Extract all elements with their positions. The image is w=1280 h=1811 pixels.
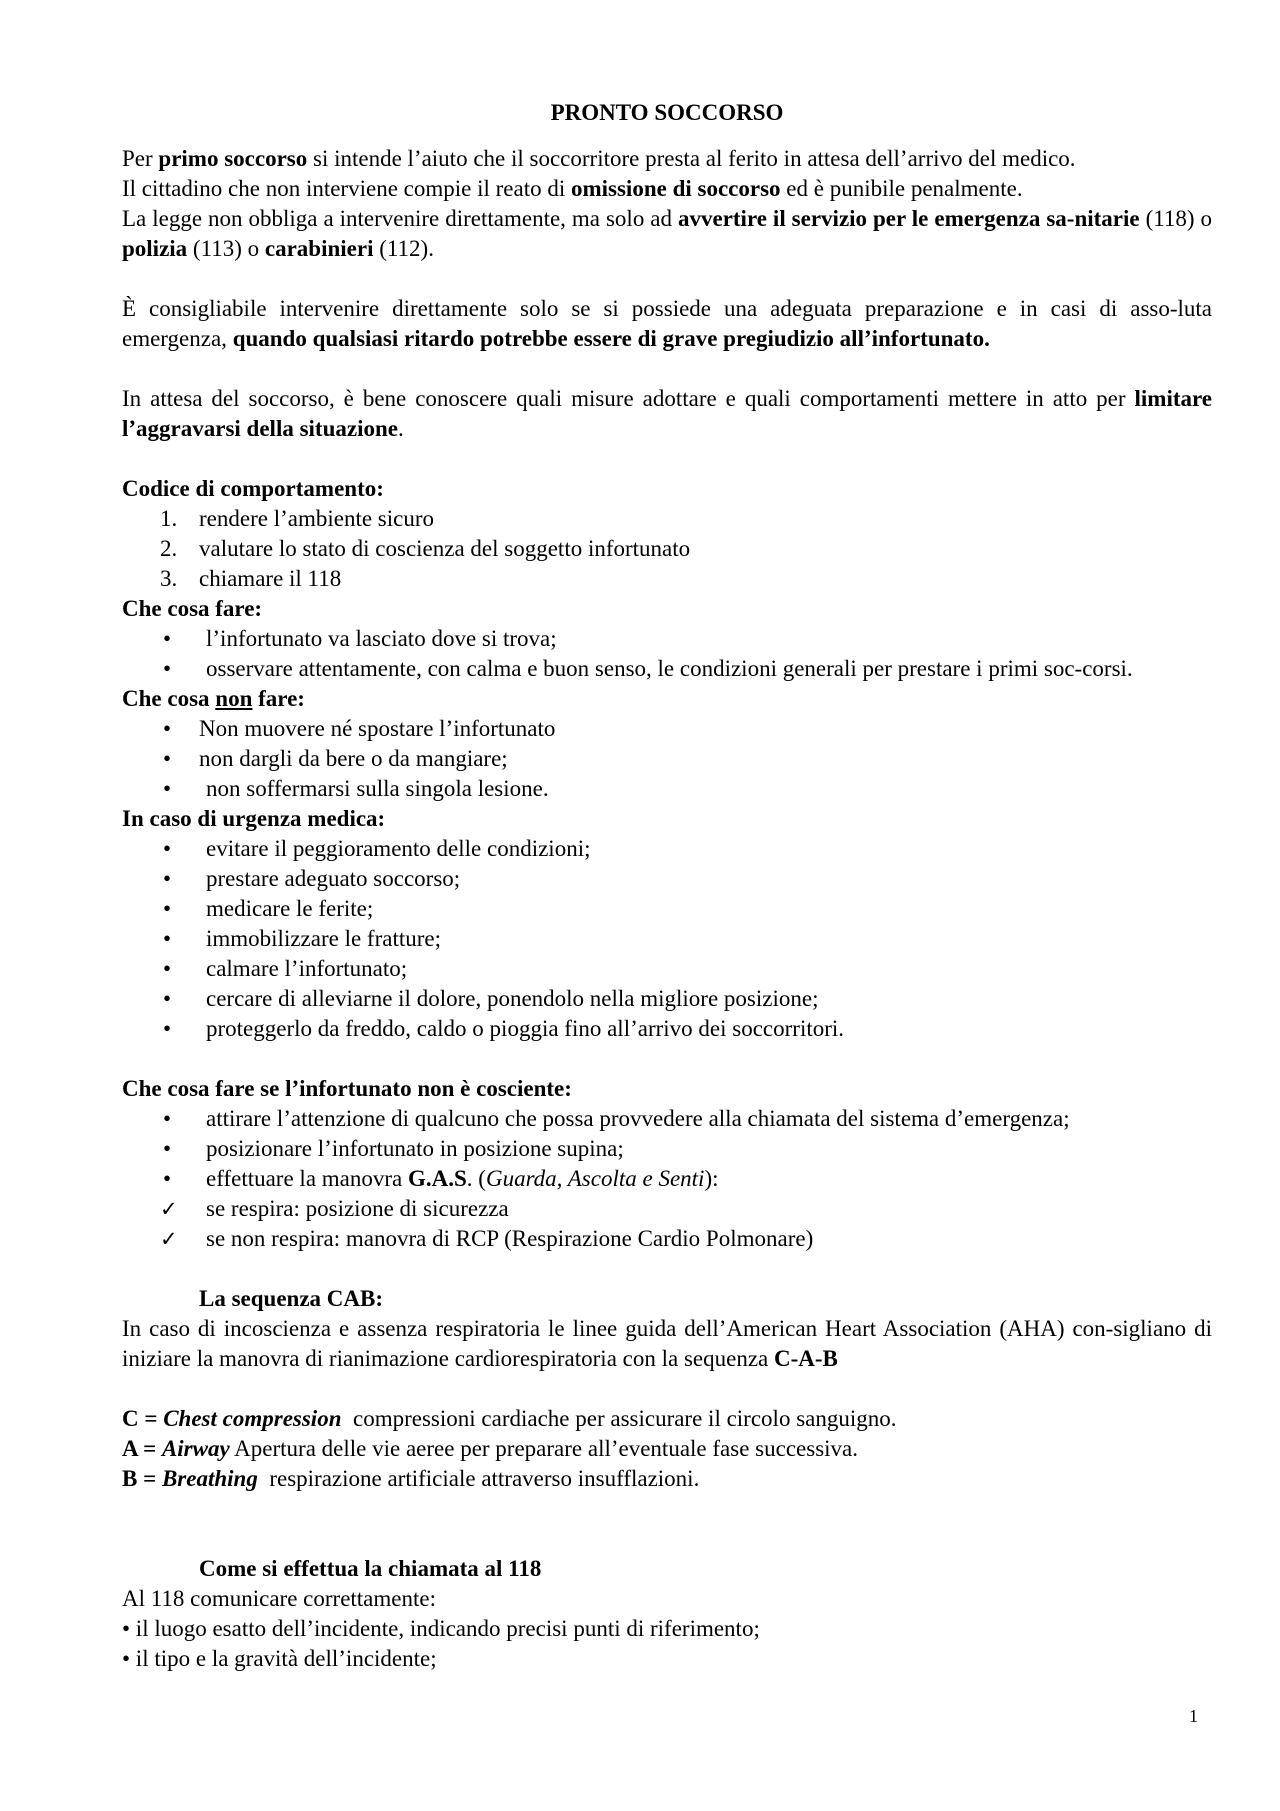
list-item: • osservare attentamente, con calma e buon senso, le condizioni generali per prestare i primi soc-corsi. xyxy=(122,654,1212,684)
list-item: 1. rendere l’ambiente sicuro xyxy=(160,506,434,531)
cab-c-line: C = Chest compression compressioni cardiache per assicurare il circolo sanguigno. xyxy=(122,1406,897,1431)
not-todo-list xyxy=(122,714,1212,804)
check-icon: ✓ xyxy=(160,1227,178,1251)
list-item: • medicare le ferite; xyxy=(122,894,1212,924)
bullet-icon: • xyxy=(163,1166,172,1191)
breathing-check-list xyxy=(122,1194,1212,1254)
not-todo-heading: Che cosa non fare: xyxy=(122,686,305,711)
list-item: • non soffermarsi sulla singola lesione. xyxy=(122,774,1212,804)
bullet-icon: • xyxy=(163,746,172,771)
list-item: • il tipo e la gravità dell’incidente; xyxy=(122,1646,437,1671)
waiting-paragraph: In attesa del soccorso, è bene conoscere quali misure adottare e quali comportamenti mettere in atto per limitare l’aggravarsi della situazione. xyxy=(122,386,1212,441)
list-item: ✓ se respira: posizione di sicurezza xyxy=(122,1194,1212,1224)
code-list xyxy=(122,504,1212,594)
list-item: • non dargli da bere o da mangiare; xyxy=(122,744,1212,774)
bullet-icon: • xyxy=(163,836,172,861)
bullet-icon: • xyxy=(163,896,172,921)
check-icon: ✓ xyxy=(160,1197,178,1221)
page-title: PRONTO SOCCORSO xyxy=(550,100,784,125)
urgency-list xyxy=(122,834,1212,1044)
list-item: • l’infortunato va lasciato dove si trova; xyxy=(122,624,1212,654)
call-heading: Come si effettua la chiamata al 118 xyxy=(199,1556,542,1581)
list-item: 2. valutare lo stato di coscienza del soggetto infortunato xyxy=(160,536,691,561)
list-item: • prestare adeguato soccorso; xyxy=(122,864,1212,894)
advice-paragraph: È consigliabile intervenire direttamente solo se si possiede una adeguata preparazione e in casi di asso-luta emergenza, quando qualsiasi ritardo potrebbe essere di grave pregiudizio all’infortunato. xyxy=(122,296,1212,351)
list-item: • il luogo esatto dell’incidente, indicando precisi punti di riferimento; xyxy=(122,1616,760,1641)
primo-soccorso-term: primo soccorso xyxy=(158,146,308,171)
intro-paragraph-2: Il cittadino che non interviene compie il reato di omissione di soccorso ed è punibile penalmente. xyxy=(122,176,1023,201)
bullet-icon: • xyxy=(163,956,172,981)
omissione-term: omissione di soccorso xyxy=(570,176,781,201)
list-item: • cercare di alleviarne il dolore, ponendolo nella migliore posizione; xyxy=(122,984,1212,1014)
unconscious-list xyxy=(122,1104,1212,1194)
bullet-icon: • xyxy=(163,926,172,951)
bullet-icon: • xyxy=(163,866,172,891)
unconscious-heading: Che cosa fare se l’infortunato non è cosciente: xyxy=(122,1076,572,1101)
page-number: 1 xyxy=(1189,1706,1198,1726)
urgency-heading: In caso di urgenza medica: xyxy=(122,806,386,831)
list-item: • Non muovere né spostare l’infortunato xyxy=(122,714,1212,744)
code-heading: Codice di comportamento: xyxy=(122,476,384,501)
list-item: • immobilizzare le fratture; xyxy=(122,924,1212,954)
call-intro: Al 118 comunicare correttamente: xyxy=(122,1586,436,1611)
bullet-icon: • xyxy=(163,986,172,1011)
bullet-icon: • xyxy=(163,1136,172,1161)
bullet-icon: • xyxy=(163,656,172,681)
list-item: • effettuare la manovra G.A.S. (Guarda, Ascolta e Senti): xyxy=(122,1164,1212,1194)
list-item: • attirare l’attenzione di qualcuno che possa provvedere alla chiamata del sistema d’emergenza; xyxy=(122,1104,1212,1134)
bullet-icon: • xyxy=(163,1106,172,1131)
list-item: 3. chiamare il 118 xyxy=(160,566,342,591)
bullet-icon: • xyxy=(163,626,172,651)
intro-paragraph-3: La legge non obbliga a intervenire direttamente, ma solo ad avvertire il servizio per le emergenza sa-nitarie (118) o polizia (113) o carabinieri (112). xyxy=(122,206,1213,261)
bullet-icon: • xyxy=(163,716,172,741)
bullet-icon: • xyxy=(163,776,172,801)
list-item: • evitare il peggioramento delle condizioni; xyxy=(122,834,1212,864)
list-item: ✓ se non respira: manovra di RCP (Respirazione Cardio Polmonare) xyxy=(122,1224,1212,1254)
todo-list xyxy=(122,624,1212,684)
cab-a-line: A = Airway Apertura delle vie aeree per preparare all’eventuale fase successiva. xyxy=(122,1436,858,1461)
list-item: • proteggerlo da freddo, caldo o pioggia fino all’arrivo dei soccorritori. xyxy=(122,1014,1212,1044)
cab-b-line: B = Breathing respirazione artificiale attraverso insufflazioni. xyxy=(122,1466,700,1491)
bullet-icon: • xyxy=(163,1016,172,1041)
document-page xyxy=(122,98,1212,1674)
cab-heading: La sequenza CAB: xyxy=(199,1286,384,1311)
list-item: • calmare l’infortunato; xyxy=(122,954,1212,984)
cab-paragraph: In caso di incoscienza e assenza respiratoria le linee guida dell’American Heart Association (AHA) con-sigliano di iniziare la manovra di rianimazione cardiorespiratoria con la sequenza C-A-B xyxy=(122,1316,1212,1371)
list-item: • posizionare l’infortunato in posizione supina; xyxy=(122,1134,1212,1164)
todo-heading: Che cosa fare: xyxy=(122,596,263,621)
intro-paragraph-1: Per primo soccorso si intende l’aiuto che il soccorritore presta al ferito in attesa dell’arrivo del medico. xyxy=(122,146,1076,171)
